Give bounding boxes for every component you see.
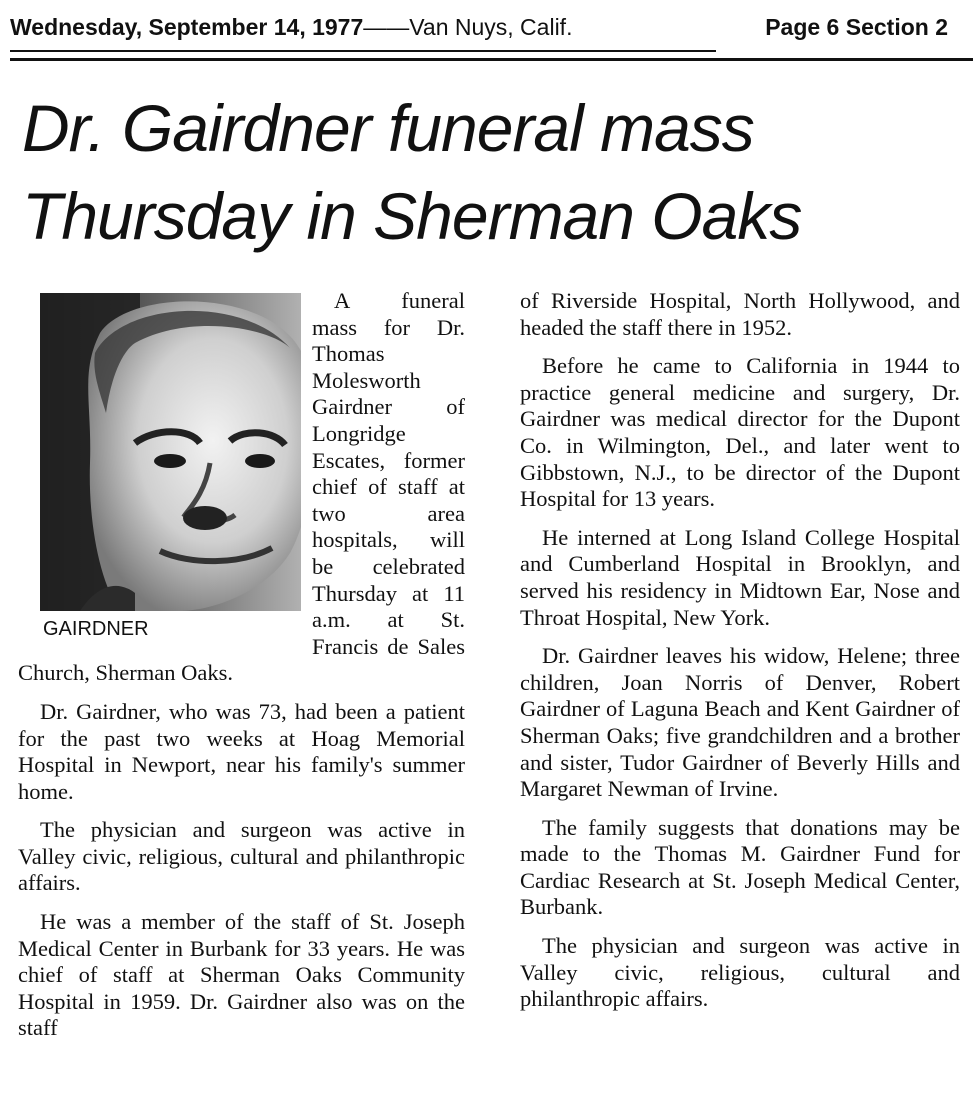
article-column-left [18, 288, 465, 1054]
paragraph-civic: The physician and surgeon was active in Valley civic, religious, cultural and philanthropic affairs. [18, 817, 465, 896]
photo-caption: GAIRDNER [43, 618, 149, 640]
masthead-rule-short [10, 50, 716, 52]
article-column-right [520, 288, 960, 1025]
headline [22, 84, 962, 260]
paragraph-intro-text: A funeral mass for Dr. Thomas Molesworth Gairdner of Longridge Escates, former chief of staff at two area hospitals, will be celebrated Thursday at 11 a.m. at St. Francis de Sales Church, Sherman Oaks. [18, 288, 465, 686]
paragraph-intro [18, 288, 465, 687]
paragraph-residency: He interned at Long Island College Hospital and Cumberland Hospital in Brooklyn, and served his residency in Midtown Ear, Nose and Throat Hospital, New York. [520, 524, 960, 630]
paragraph-closing: The physician and surgeon was active in Valley civic, religious, cultural and philanthropic affairs. [520, 933, 960, 1012]
portrait-photo-icon [40, 293, 301, 611]
page-section-label: Page 6 Section 2 [765, 14, 948, 40]
portrait-photo [18, 293, 301, 611]
dateline [10, 14, 572, 41]
headline-line-2: Thursday in Sherman Oaks [22, 179, 802, 253]
photo-block [18, 293, 304, 648]
headline-line-1: Dr. Gairdner funeral mass [22, 91, 754, 165]
masthead [10, 14, 960, 54]
paragraph-staff: He was a member of the staff of St. Joseph Medical Center in Burbank for 33 years. He was chief of staff at Sherman Oaks Community Hospital in 1959. Dr. Gairdner also was on the staff [18, 909, 465, 1041]
issue-date: Wednesday, September 14, 1977 [10, 14, 364, 40]
dateline-separator: —— [363, 14, 410, 40]
paragraph-survivors: Dr. Gairdner leaves his widow, Helene; three children, Joan Norris of Denver, Robert Gairdner of Laguna Beach and Kent Gairdner of Sherman Oaks; five grandchildren and a brother and sister, Tudor Gairdner of Beverly Hills and Margaret Newman of Irvine. [520, 643, 960, 802]
masthead-rule-full [10, 58, 973, 61]
paragraph-dupont: Before he came to California in 1944 to practice general medicine and surgery, Dr. Gairdner was medical director for the Dupont Co. in Wilmington, Del., and later went to Gibbstown, N.J., to be director of the Dupont Hospital for 13 years. [520, 353, 960, 512]
dateline-place: Van Nuys, Calif. [409, 14, 573, 40]
paragraph-staff-continued: of Riverside Hospital, North Hollywood, and headed the staff there in 1952. [520, 288, 960, 340]
paragraph-hospital: Dr. Gairdner, who was 73, had been a patient for the past two weeks at Hoag Memorial Hospital in Newport, near his family's summer home. [18, 698, 465, 804]
paragraph-donations: The family suggests that donations may be made to the Thomas M. Gairdner Fund for Cardiac Research at St. Joseph Medical Center, Burbank. [520, 814, 960, 920]
